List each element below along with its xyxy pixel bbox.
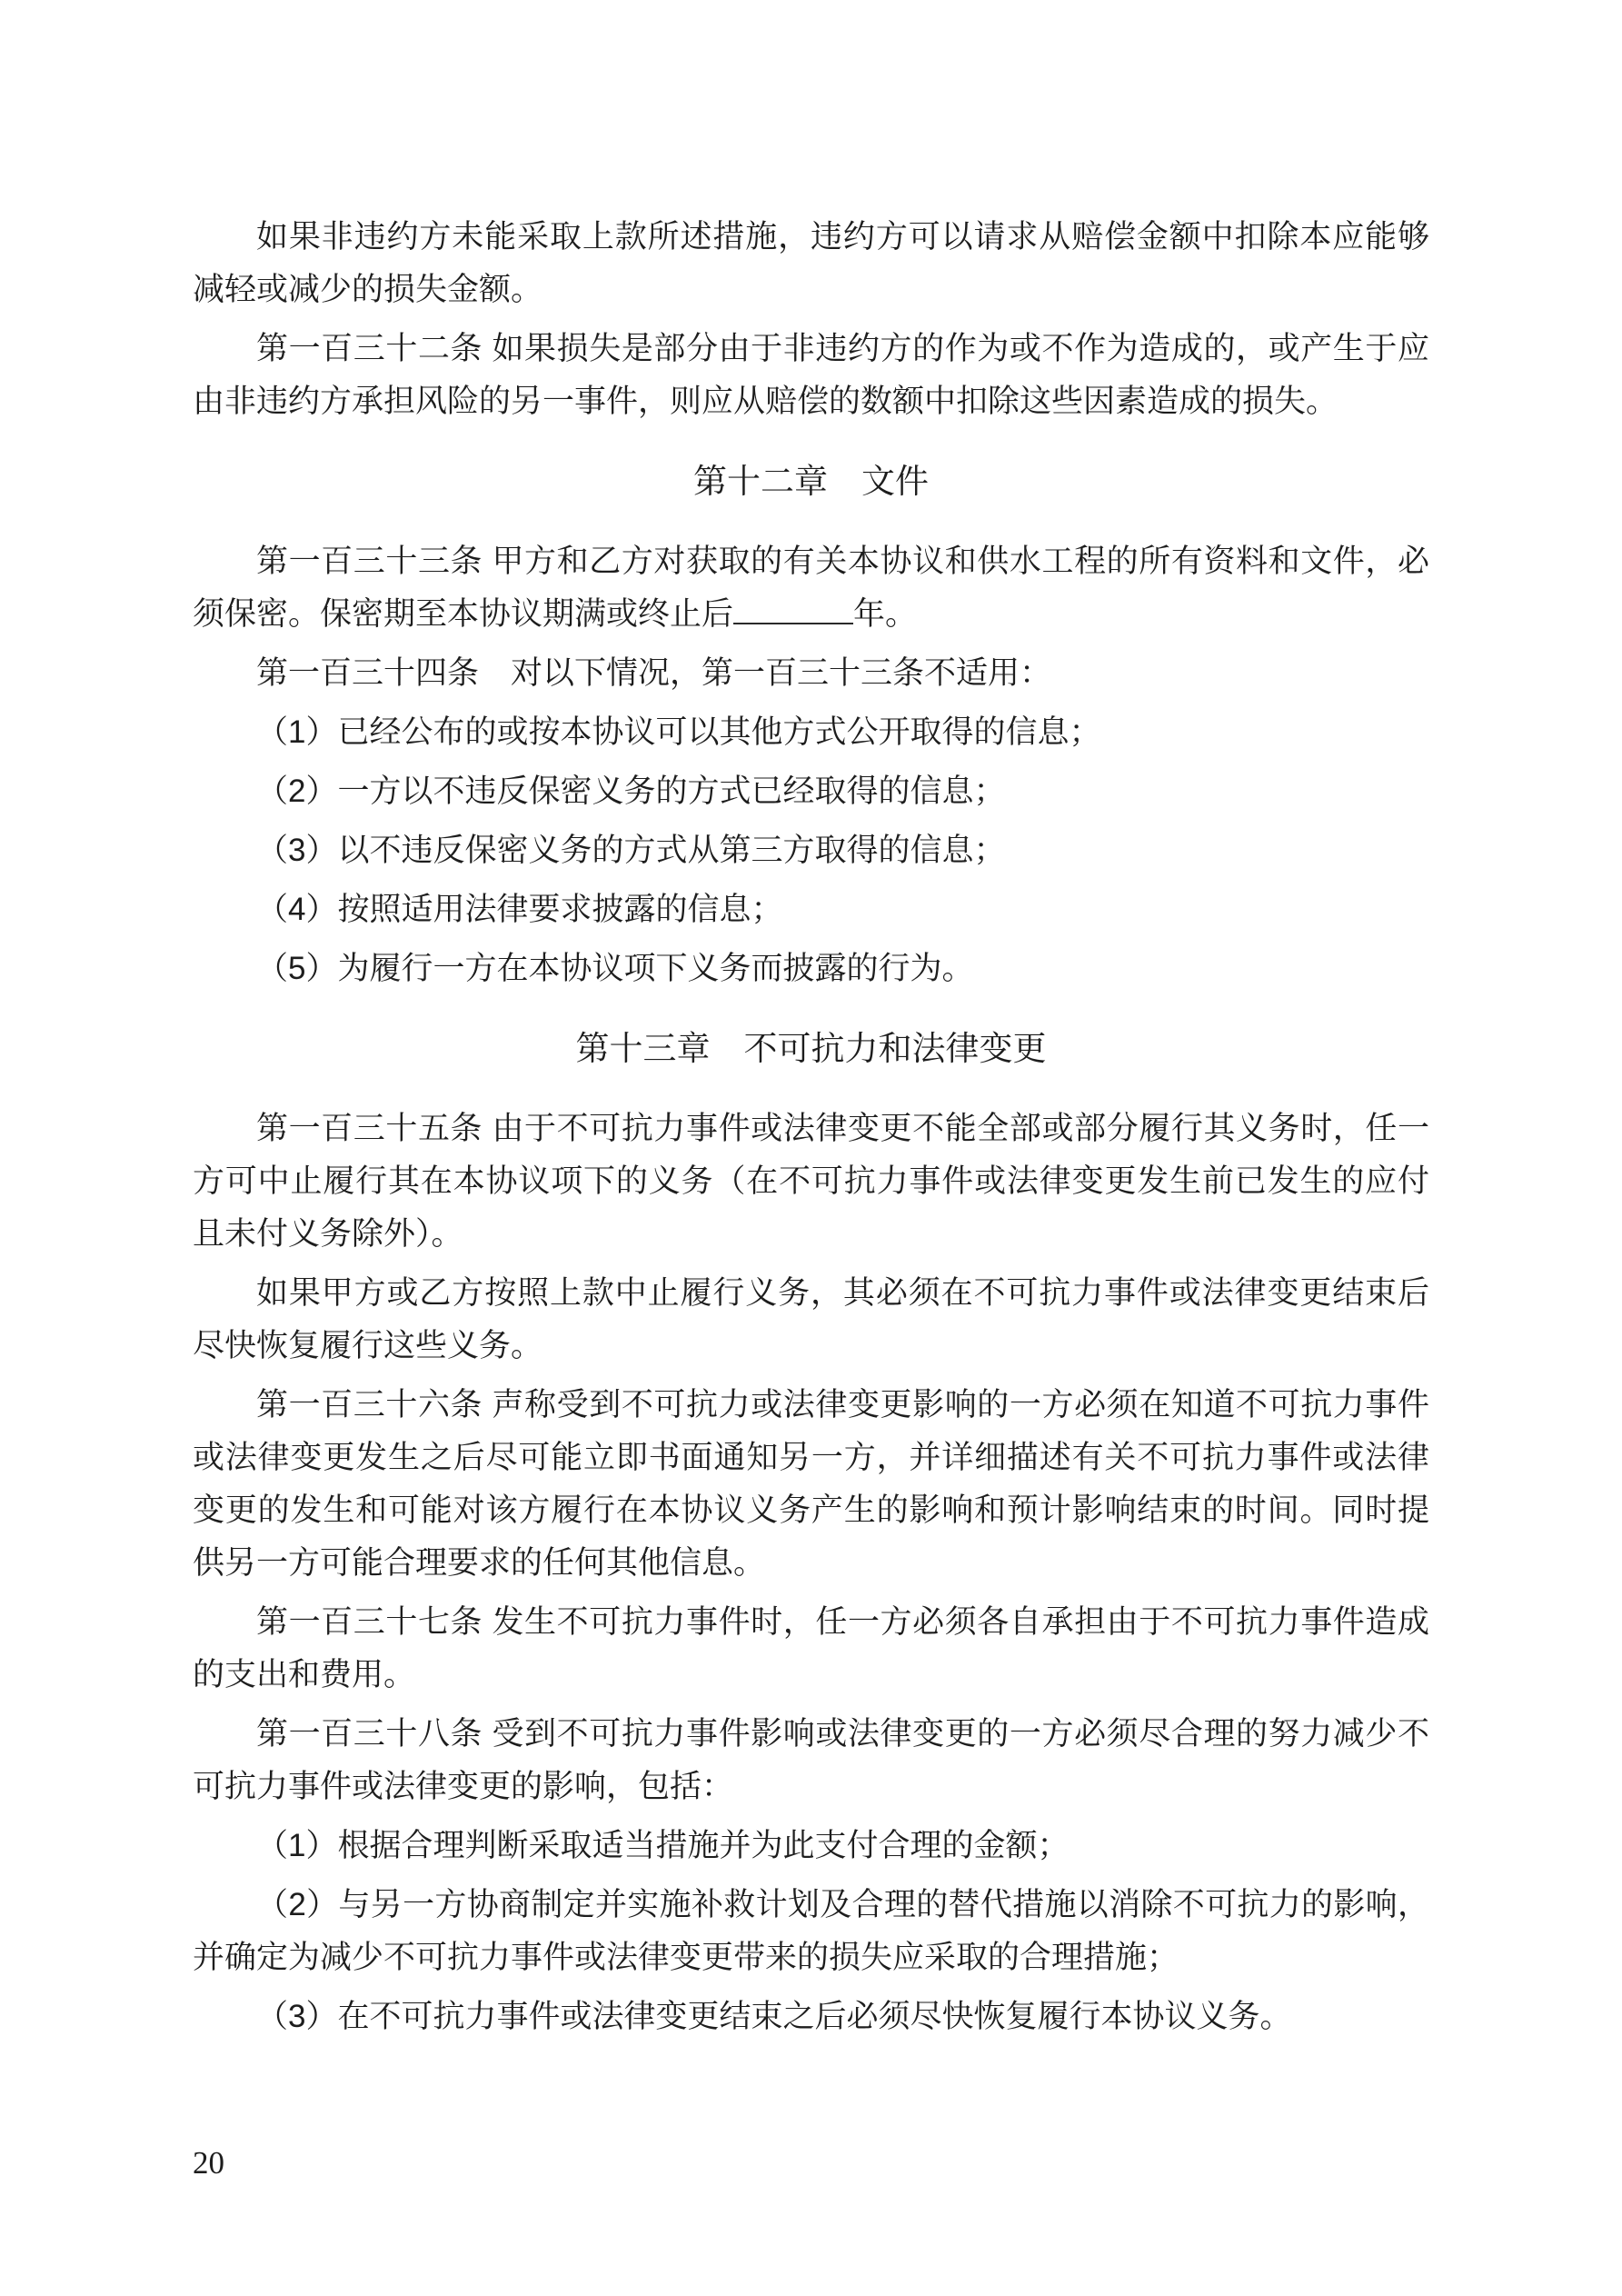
clause-133-paragraph [193,535,1429,641]
clause-135-paragraph: 第一百三十五条 由于不可抗力事件或法律变更不能全部或部分履行其义务时，任一方可中止履行其在本协议项下的义务（在不可抗力事件或法律变更发生前已发生的应付且未付义务除外）。 [193,1111,1429,1252]
clause-134-paragraph: 第一百三十四条 对以下情况，第一百三十三条不适用： [256,655,1052,691]
clause-134-item-3: （3）以不违反保密义务的方式从第三方取得的信息； [256,833,1006,868]
clause-134-item-1: （1）已经公布的或按本协议可以其他方式公开取得的信息； [256,714,1101,750]
clause-134-item-5: （5）为履行一方在本协议项下义务而披露的行为。 [256,951,974,986]
clause-138-item-3: （3）在不可抗力事件或法律变更结束之后必须尽快恢复履行本协议义务。 [256,1999,1292,2034]
clause-137-paragraph: 第一百三十七条 发生不可抗力事件时，任一方必须各自承担由于不可抗力事件造成的支出和费用。 [193,1604,1429,1692]
page-number: 20 [193,2145,224,2181]
clause-138-paragraph: 第一百三十八条 受到不可抗力事件影响或法律变更的一方必须尽合理的努力减少不可抗力事件或法律变更的影响，包括： [193,1716,1429,1804]
clause-136-paragraph: 第一百三十六条 声称受到不可抗力或法律变更影响的一方必须在知道不可抗力事件或法律变更发生之后尽可能立即书面通知另一方，并详细描述有关不可抗力事件或法律变更的发生和可能对该方履行在本协议义务产生的影响和预计影响结束的时间。同时提供另一方可能合理要求的任何其他信息。 [193,1387,1429,1581]
document-body [193,211,1429,2050]
clause-133-text-before-blank: 第一百三十三条 甲方和乙方对获取的有关本协议和供水工程的所有资料和文件，必须保密。保密期至本协议期满或终止后 [193,544,1429,632]
clause-132-paragraph: 第一百三十二条 如果损失是部分由于非违约方的作为或不作为造成的，或产生于应由非违约方承担风险的另一事件，则应从赔偿的数额中扣除这些因素造成的损失。 [193,331,1429,419]
chapter-12-heading: 第十二章 文件 [693,463,929,500]
fill-in-blank-line[interactable] [733,592,853,624]
clause-134-item-2: （2）一方以不违反保密义务的方式已经取得的信息； [256,774,1006,809]
clause-134-item-4: （4）按照适用法律要求披露的信息； [256,892,783,927]
chapter-13-heading: 第十三章 不可抗力和法律变更 [575,1030,1047,1067]
clause-135-continuation-paragraph: 如果甲方或乙方按照上款中止履行义务，其必须在不可抗力事件或法律变更结束后尽快恢复履行这些义务。 [193,1275,1429,1363]
clause-138-item-2: （2）与另一方协商制定并实施补救计划及合理的替代措施以消除不可抗力的影响，并确定为减少不可抗力事件或法律变更带来的损失应采取的合理措施； [193,1887,1429,1975]
paragraph-mitigation-deduction: 如果非违约方未能采取上款所述措施，违约方可以请求从赔偿金额中扣除本应能够减轻或减少的损失金额。 [193,219,1429,307]
clause-133-text-after-blank: 年。 [853,596,918,632]
clause-138-item-1: （1）根据合理判断采取适当措施并为此支付合理的金额； [256,1828,1070,1863]
